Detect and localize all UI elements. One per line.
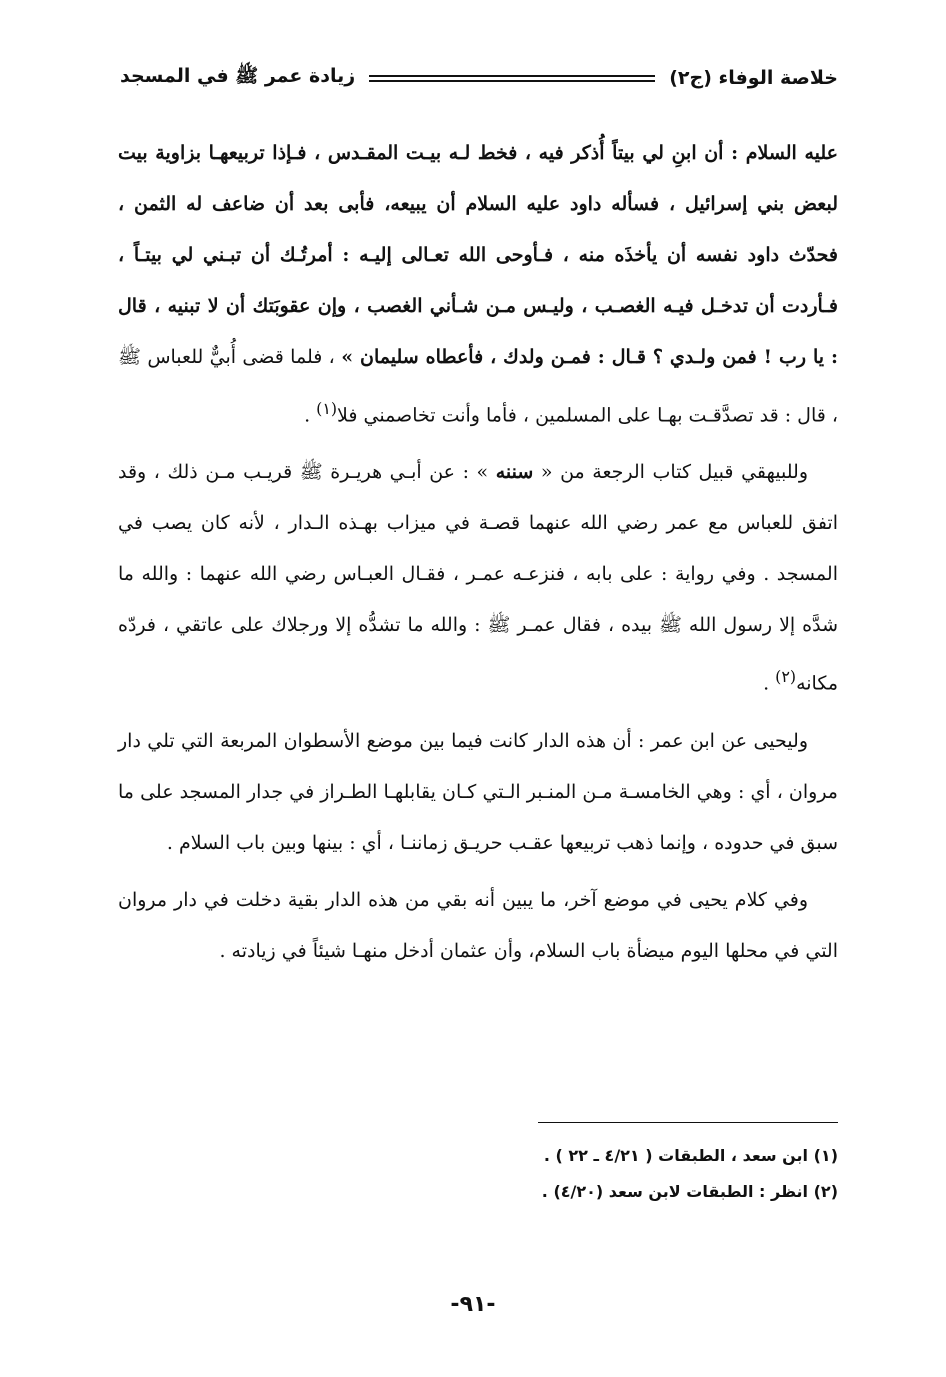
- footnote-1: (١) ابن سعد ، الطبقات ( ٤/٢١ ـ ٢٢ ) .: [543, 1146, 838, 1165]
- paragraph-1-rest: ، فلما قضى أُبيٌّ للعباس ﷺ ، قال : قد تصدَّقـت بهـا على المسلمين ، فأما وأنت تخاصمني فلا: [118, 346, 838, 427]
- running-header: [120, 56, 838, 100]
- footnote-marker-2[interactable]: (٢): [775, 667, 797, 687]
- paragraph-2-start: وللبيهقي قبيل كتاب الرجعة من «: [533, 461, 808, 484]
- footnote-separator: [538, 1122, 838, 1123]
- main-text: [118, 128, 838, 983]
- header-rule: [369, 75, 655, 82]
- page-number: -٩١-: [450, 1292, 496, 1317]
- paragraph-2: [118, 447, 838, 709]
- footnote-marker-1[interactable]: (١): [316, 399, 338, 418]
- footnotes: [118, 1138, 838, 1210]
- source-title: سننه: [495, 461, 534, 484]
- paragraph-1-end: .: [304, 404, 317, 427]
- paragraph-4: وفي كلام يحيى في موضع آخر، ما يبين أنه بقي من هذه الدار بقية دخلت في دار مروان التي في محلها اليوم ميضأة باب السلام، وأن عثمان أدخل منهـا شيئاً في زيادته .: [118, 888, 838, 962]
- paragraph-2-rest: » : عن أبـي هريـرة ﷺ قريـب مـن ذلك ، وقد اتفق للعباس مع عمر رضي الله عنهما قصـة في ميزاب بهـذه الـدار ، لأنه كان يصب في المسجد . وفي رواية : على بابه ، فنزعـه عمـر ، فقـال العبـاس رضي الله عنهما : والله ما شدَّه إلا رسول الله ﷺ بيده ، فقال عمـر ﷺ : والله ما تشدُّه إلا ورجلاك على عاتقي ، فردّه مكانه: [118, 461, 838, 695]
- book-title: خلاصة الوفاء (ج٢): [669, 67, 838, 89]
- footnote-2: (٢) انظر : الطبقات لابن سعد (٤/٢٠) .: [541, 1182, 838, 1201]
- chapter-title: زيادة عمر ﷺ في المسجد: [120, 65, 356, 87]
- paragraph-2-end: .: [763, 672, 776, 695]
- quoted-text: عليه السلام : أن ابنِ لي بيتاً أُذكر فيه ، فخط لـه بيـت المقـدس ، فـإذا تربيعهـا بزاوية بيت لبعض بني إسرائيل ، فسأله داود عليه السلام أن يبيعه، فأبى بعد أن ضاعف له الثمن ، فحدّث داود نفسه أن يأخذَه منه ، فـأوحى الله تعـالى إليـه : أمرتُـك أن تبـني لي بيتـاً ، فـأردت أن تدخـل فيـه الغصـب ، وليـس مـن شـأني الغصب ، وإن عقوبَتك أن لا تبنيه ، قال : يا رب ! فمن ولـدي ؟ قـال : فمـن ولدك ، فأعطاه سليمان »: [118, 142, 838, 368]
- paragraph-1: [118, 128, 838, 441]
- paragraph-3: وليحيى عن ابن عمر : أن هذه الدار كانت فيما بين موضع الأسطوان المربعة التي تلي دار مروان ، أي : وهي الخامسـة مـن المنـبر الـتي كـان يقابلهـا الطـراز في جدار المسجد على ما سبق في حدوده ، وإنما ذهب تربيعها عقـب حريـق زماننـا ، أي : بينها وبين باب السلام .: [118, 729, 838, 854]
